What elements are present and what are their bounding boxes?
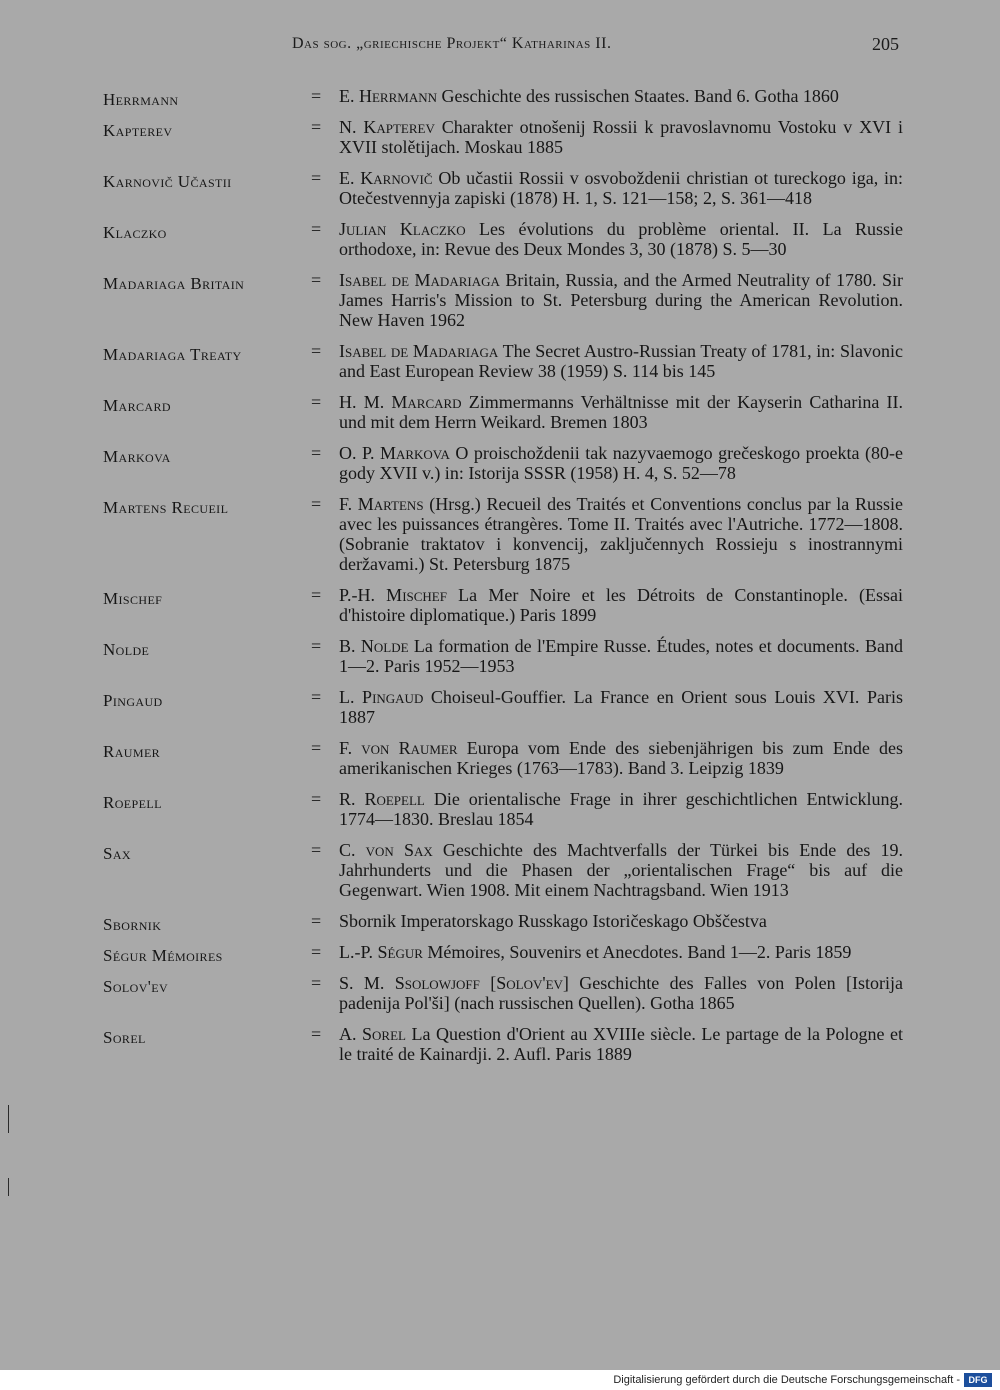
- entry-title: Charakter otnošenij Rossii k pravoslavnomu Vostoku v XVI i XVII stolětijach. Moskau 1885: [339, 117, 904, 157]
- equals-sign: =: [311, 687, 322, 707]
- bibliography-entry: [103, 789, 903, 829]
- bibliography-entry: [103, 911, 903, 934]
- page-number: 205: [872, 34, 899, 54]
- bibliography-entry: [103, 86, 903, 109]
- bibliography-entry: [103, 168, 903, 208]
- entry-abbreviation: Sbornik: [103, 915, 162, 934]
- entry-author: Julian Klaczko: [339, 219, 466, 239]
- equals-sign: =: [311, 219, 322, 239]
- bibliography-entry: [103, 840, 903, 900]
- entry-abbreviation: Karnovič Učastii: [103, 172, 232, 191]
- equals-sign: =: [311, 494, 322, 514]
- entry-title: Die orientalische Frage in ihrer geschichtlichen Entwicklung. 1774—1830. Breslau 1854: [339, 789, 903, 829]
- dfg-logo: DFG: [964, 1373, 992, 1387]
- entry-author: S. M. Ssolowjoff [Solov'ev]: [339, 973, 569, 993]
- bibliography-entry: [103, 270, 903, 330]
- equals-sign: =: [311, 392, 322, 412]
- bibliography-entry: [103, 636, 903, 676]
- bibliography-entry: [103, 117, 903, 157]
- entry-author: H. M. Marcard: [339, 392, 462, 412]
- entry-title: O proischoždenii tak nazyvaemogo grečeskogo proekta (80-e gody XVII v.) in: Istorija SSSR (1958) H. 4, S. 52—78: [339, 443, 903, 483]
- entry-author: F. von Raumer: [339, 738, 458, 758]
- bibliography-entry: [103, 494, 903, 574]
- entry-title: Les évolutions du problème oriental. II. La Russie orthodoxe, in: Revue des Deux Mondes 3, 30 (1878) S. 5—30: [339, 219, 903, 259]
- equals-sign: =: [311, 973, 322, 993]
- entry-author: B. Nolde: [339, 636, 409, 656]
- entry-citation: [339, 270, 903, 330]
- footer-credit: Digitalisierung gefördert durch die Deutsche Forschungsgemeinschaft -: [613, 1374, 960, 1386]
- entry-author: E. Karnovič: [339, 168, 433, 188]
- entry-citation: [339, 117, 903, 157]
- equals-sign: =: [311, 168, 322, 188]
- entry-citation: [339, 789, 903, 829]
- entry-citation: [339, 738, 903, 778]
- entry-title: Europa vom Ende des siebenjährigen bis zum Ende des amerikanischen Krieges (1763—1783). Band 3. Leipzig 1839: [339, 738, 903, 778]
- entry-abbreviation: Pingaud: [103, 691, 163, 710]
- entry-title: Geschichte des Machtverfalls der Türkei bis Ende des 19. Jahrhunderts und die Phasen der „orientalischen Frage“ bis auf die Gegenwart. Wien 1908. Mit einem Nachtragsband. Wien 1913: [339, 840, 903, 900]
- entry-citation: [339, 341, 903, 381]
- entry-citation: [339, 636, 903, 676]
- entry-citation: [339, 219, 903, 259]
- entry-author: R. Roepell: [339, 789, 425, 809]
- entry-abbreviation: Madariaga Treaty: [103, 345, 242, 364]
- entry-abbreviation: Marcard: [103, 396, 171, 415]
- entry-author: F. Martens: [339, 494, 424, 514]
- entry-citation: [339, 1024, 903, 1064]
- entry-author: A. Sorel: [339, 1024, 406, 1044]
- entry-abbreviation: Ségur Mémoires: [103, 946, 223, 965]
- bibliography-entry: [103, 1024, 903, 1064]
- entry-title: La formation de l'Empire Russe. Études, notes et documents. Band 1—2. Paris 1952—1953: [339, 636, 903, 676]
- bibliography-entry: [103, 585, 903, 625]
- entry-citation: [339, 494, 903, 574]
- entry-abbreviation: Kapterev: [103, 121, 173, 140]
- entry-author: L. Pingaud: [339, 687, 424, 707]
- entry-author: Isabel de Madariaga: [339, 270, 500, 290]
- entry-title: Choiseul-Gouffier. La France en Orient sous Louis XVI. Paris 1887: [339, 687, 903, 727]
- entry-title: Britain, Russia, and the Armed Neutrality of 1780. Sir James Harris's Mission to St. Petersburg during the American Revolution. New Haven 1962: [339, 270, 903, 330]
- bibliography-entry: [103, 443, 903, 483]
- equals-sign: =: [311, 840, 322, 860]
- entry-author: P.-H. Mischef: [339, 585, 447, 605]
- entry-abbreviation: Solov'ev: [103, 977, 169, 996]
- entry-title: Geschichte des Falles von Polen [Istorija padenija Pol'ši] (nach russischen Quellen). Gotha 1865: [339, 973, 903, 1013]
- bibliography-entry: [103, 973, 903, 1013]
- entry-citation: [339, 392, 903, 432]
- equals-sign: =: [311, 585, 322, 605]
- entry-author: N. Kapterev: [339, 117, 435, 137]
- equals-sign: =: [311, 942, 322, 962]
- entry-title: Zimmermanns Verhältnisse mit der Kayserin Catharina II. und mit dem Herrn Weikard. Bremen 1803: [339, 392, 903, 432]
- entry-abbreviation: Herrmann: [103, 90, 179, 109]
- entry-citation: [339, 86, 903, 106]
- equals-sign: =: [311, 117, 322, 137]
- entry-citation: [339, 911, 903, 931]
- entry-title: Sbornik Imperatorskago Russkago Istoričeskago Obščestva: [339, 911, 767, 931]
- entry-citation: [339, 973, 903, 1013]
- entry-citation: [339, 687, 903, 727]
- entry-author: O. P. Markova: [339, 443, 450, 463]
- margin-mark: [8, 1178, 9, 1196]
- bibliography-entry: [103, 687, 903, 727]
- entry-citation: [339, 168, 903, 208]
- entry-title: Ob učastii Rossii v osvoboždenii christian ot tureckogo iga, in: Otečestvennyja zapiski (1878) H. 1, S. 121—158; 2, S. 361—418: [339, 168, 904, 208]
- running-title: Das sog. „griechische Projekt“ Katharinas II.: [292, 35, 612, 52]
- margin-mark: [8, 1105, 9, 1133]
- entry-citation: [339, 443, 903, 483]
- entry-abbreviation: Sax: [103, 844, 131, 863]
- entry-author: C. von Sax: [339, 840, 433, 860]
- entry-citation: [339, 585, 903, 625]
- bibliography-list: [103, 86, 903, 1075]
- entry-abbreviation: Mischef: [103, 589, 163, 608]
- equals-sign: =: [311, 341, 322, 361]
- footer-band: [0, 1370, 1000, 1390]
- equals-sign: =: [311, 1024, 322, 1044]
- bibliography-entry: [103, 942, 903, 965]
- entry-title: The Secret Austro-Russian Treaty of 1781, in: Slavonic and East European Review 38 (1959) S. 114 bis 145: [339, 341, 903, 381]
- entry-author: L.-P. Ségur: [339, 942, 423, 962]
- entry-author: Isabel de Madariaga: [339, 341, 499, 361]
- equals-sign: =: [311, 443, 322, 463]
- entry-abbreviation: Roepell: [103, 793, 162, 812]
- entry-abbreviation: Martens Recueil: [103, 498, 229, 517]
- entry-author: E. Herrmann: [339, 86, 438, 106]
- entry-abbreviation: Raumer: [103, 742, 161, 761]
- entry-abbreviation: Markova: [103, 447, 171, 466]
- bibliography-entry: [103, 392, 903, 432]
- equals-sign: =: [311, 789, 322, 809]
- entry-title: Geschichte des russischen Staates. Band 6. Gotha 1860: [437, 86, 839, 106]
- entry-abbreviation: Madariaga Britain: [103, 274, 245, 293]
- entry-title: (Hrsg.) Recueil des Traités et Conventions conclus par la Russie avec les puissances étrangères. Tome II. Traités avec l'Autriche. 1772—1808. (Sobranie traktatov i konvencij, zaključennych Rossieju s inostrannymi deržavami.) St. Petersburg 1875: [339, 494, 903, 574]
- entry-title: La Question d'Orient au XVIIIe siècle. Le partage de la Pologne et le traité de Kainardji. 2. Aufl. Paris 1889: [339, 1024, 904, 1064]
- entry-citation: [339, 942, 903, 962]
- equals-sign: =: [311, 911, 322, 931]
- entry-abbreviation: Nolde: [103, 640, 150, 659]
- entry-citation: [339, 840, 903, 900]
- entry-abbreviation: Sorel: [103, 1028, 146, 1047]
- bibliography-entry: [103, 219, 903, 259]
- entry-abbreviation: Klaczko: [103, 223, 167, 242]
- bibliography-entry: [103, 341, 903, 381]
- equals-sign: =: [311, 636, 322, 656]
- entry-title: Mémoires, Souvenirs et Anecdotes. Band 1—2. Paris 1859: [422, 942, 852, 962]
- entry-title: La Mer Noire et les Détroits de Constantinople. (Essai d'histoire diplomatique.) Paris 1899: [339, 585, 903, 625]
- bibliography-entry: [103, 738, 903, 778]
- equals-sign: =: [311, 738, 322, 758]
- equals-sign: =: [311, 270, 322, 290]
- equals-sign: =: [311, 86, 322, 106]
